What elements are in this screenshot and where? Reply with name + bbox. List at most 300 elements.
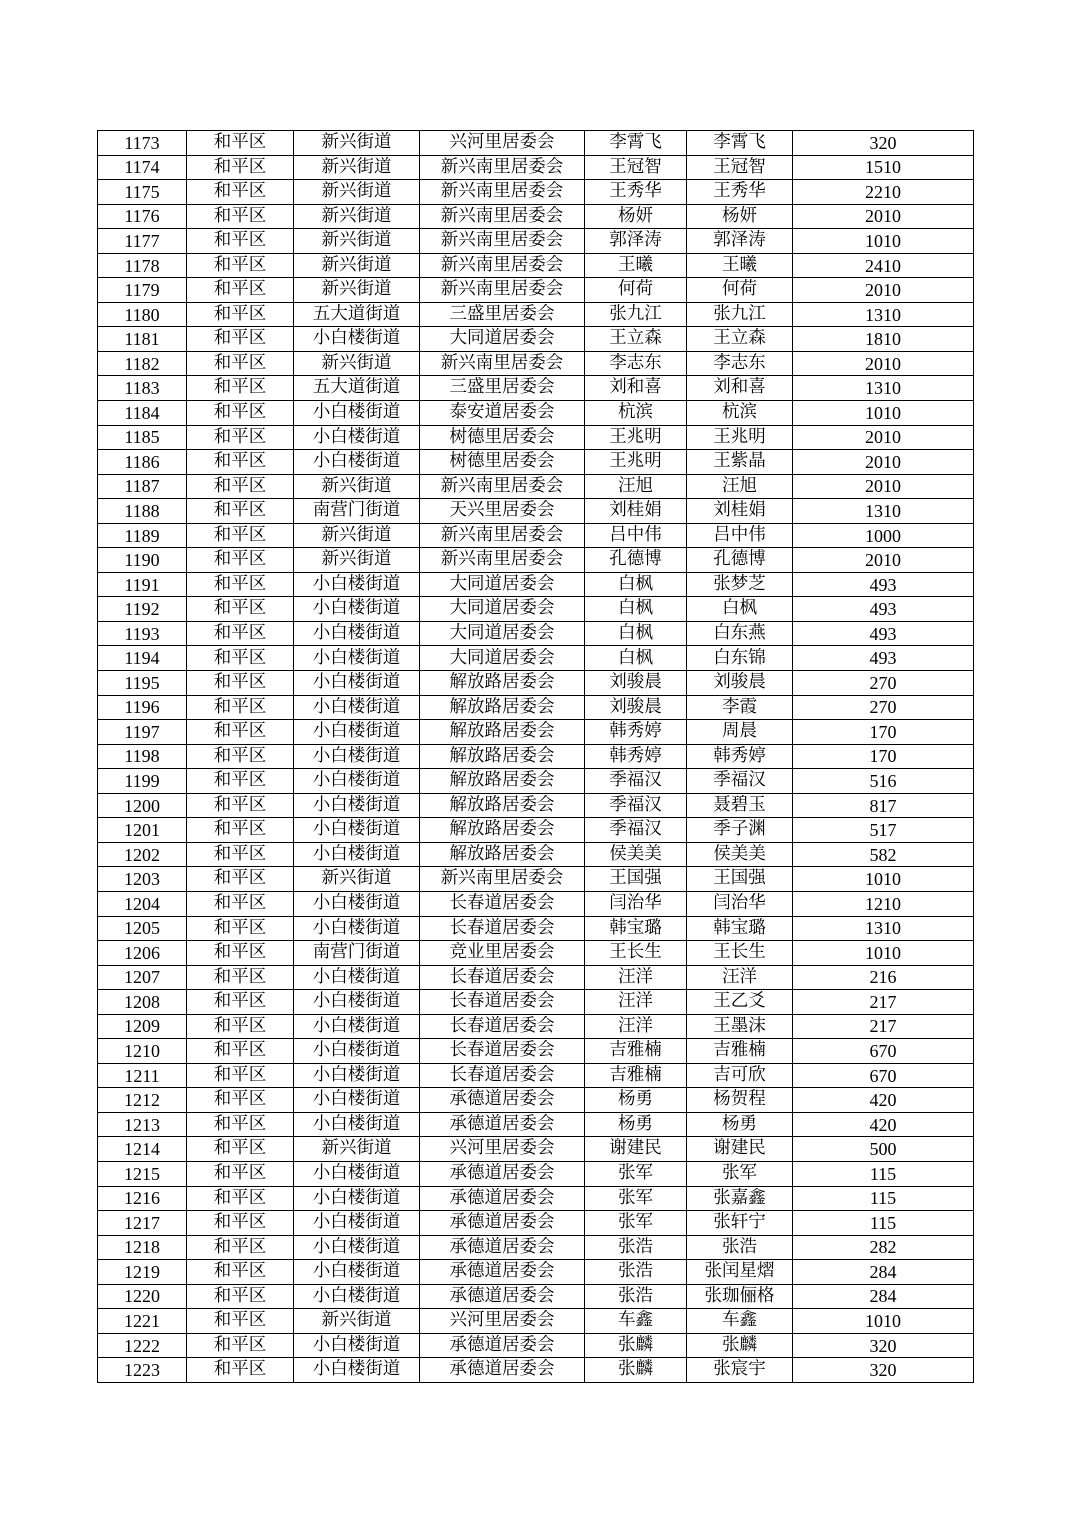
member-cell: 杨妍: [687, 204, 793, 229]
street-cell: 小白楼街道: [294, 818, 420, 843]
row-number-cell: 1176: [98, 204, 187, 229]
row-number-cell: 1222: [98, 1333, 187, 1358]
street-cell: 小白楼街道: [294, 401, 420, 426]
applicant-cell: 白枫: [585, 621, 687, 646]
applicant-cell: 刘和喜: [585, 376, 687, 401]
district-cell: 和平区: [187, 327, 294, 352]
table-row: [98, 695, 974, 720]
row-number-cell: 1216: [98, 1186, 187, 1211]
district-cell: 和平区: [187, 867, 294, 892]
member-cell: 刘桂娟: [687, 499, 793, 524]
committee-cell: 承德道居委会: [420, 1211, 585, 1236]
row-number-cell: 1208: [98, 990, 187, 1015]
committee-cell: 长春道居委会: [420, 891, 585, 916]
applicant-cell: 汪洋: [585, 1014, 687, 1039]
amount-cell: 2010: [793, 278, 974, 303]
committee-cell: 解放路居委会: [420, 720, 585, 745]
street-cell: 小白楼街道: [294, 1014, 420, 1039]
street-cell: 五大道街道: [294, 376, 420, 401]
applicant-cell: 韩秀婷: [585, 744, 687, 769]
table-row: [98, 720, 974, 745]
district-cell: 和平区: [187, 1063, 294, 1088]
street-cell: 小白楼街道: [294, 916, 420, 941]
district-cell: 和平区: [187, 842, 294, 867]
amount-cell: 2010: [793, 474, 974, 499]
street-cell: 新兴街道: [294, 1309, 420, 1334]
applicant-cell: 白枫: [585, 572, 687, 597]
table-row: [98, 891, 974, 916]
committee-cell: 长春道居委会: [420, 916, 585, 941]
amount-cell: 1000: [793, 523, 974, 548]
committee-cell: 长春道居委会: [420, 965, 585, 990]
amount-cell: 493: [793, 621, 974, 646]
member-cell: 张浩: [687, 1235, 793, 1260]
district-cell: 和平区: [187, 376, 294, 401]
committee-cell: 解放路居委会: [420, 842, 585, 867]
row-number-cell: 1184: [98, 401, 187, 426]
committee-cell: 三盛里居委会: [420, 302, 585, 327]
amount-cell: 2210: [793, 180, 974, 205]
amount-cell: 217: [793, 990, 974, 1015]
table-row: [98, 499, 974, 524]
amount-cell: 582: [793, 842, 974, 867]
committee-cell: 新兴南里居委会: [420, 229, 585, 254]
district-cell: 和平区: [187, 180, 294, 205]
street-cell: 小白楼街道: [294, 1358, 420, 1383]
member-cell: 白东燕: [687, 621, 793, 646]
committee-cell: 新兴南里居委会: [420, 548, 585, 573]
applicant-cell: 何荷: [585, 278, 687, 303]
street-cell: 小白楼街道: [294, 621, 420, 646]
member-cell: 王立森: [687, 327, 793, 352]
street-cell: 新兴街道: [294, 474, 420, 499]
street-cell: 小白楼街道: [294, 1333, 420, 1358]
table-row: [98, 302, 974, 327]
amount-cell: 670: [793, 1039, 974, 1064]
row-number-cell: 1191: [98, 572, 187, 597]
row-number-cell: 1214: [98, 1137, 187, 1162]
street-cell: 小白楼街道: [294, 327, 420, 352]
applicant-cell: 白枫: [585, 646, 687, 671]
member-cell: 王兆明: [687, 425, 793, 450]
table-row: [98, 1284, 974, 1309]
table-row: [98, 769, 974, 794]
district-cell: 和平区: [187, 1088, 294, 1113]
amount-cell: 817: [793, 793, 974, 818]
member-cell: 杨勇: [687, 1112, 793, 1137]
district-cell: 和平区: [187, 818, 294, 843]
member-cell: 汪洋: [687, 965, 793, 990]
row-number-cell: 1173: [98, 131, 187, 156]
amount-cell: 1010: [793, 1309, 974, 1334]
district-cell: 和平区: [187, 450, 294, 475]
row-number-cell: 1220: [98, 1284, 187, 1309]
street-cell: 小白楼街道: [294, 1211, 420, 1236]
amount-cell: 1510: [793, 155, 974, 180]
amount-cell: 500: [793, 1137, 974, 1162]
applicant-cell: 张九江: [585, 302, 687, 327]
table-row: [98, 671, 974, 696]
district-cell: 和平区: [187, 1137, 294, 1162]
street-cell: 新兴街道: [294, 253, 420, 278]
street-cell: 小白楼街道: [294, 572, 420, 597]
row-number-cell: 1210: [98, 1039, 187, 1064]
applicant-cell: 汪旭: [585, 474, 687, 499]
amount-cell: 1310: [793, 302, 974, 327]
table-row: [98, 1358, 974, 1383]
table-row: [98, 1161, 974, 1186]
committee-cell: 三盛里居委会: [420, 376, 585, 401]
applicant-cell: 白枫: [585, 597, 687, 622]
applicant-cell: 张军: [585, 1211, 687, 1236]
member-cell: 季福汉: [687, 769, 793, 794]
applicant-cell: 李志东: [585, 351, 687, 376]
committee-cell: 大同道居委会: [420, 572, 585, 597]
committee-cell: 新兴南里居委会: [420, 155, 585, 180]
table-row: [98, 548, 974, 573]
row-number-cell: 1201: [98, 818, 187, 843]
amount-cell: 115: [793, 1211, 974, 1236]
district-cell: 和平区: [187, 351, 294, 376]
applicant-cell: 王冠智: [585, 155, 687, 180]
row-number-cell: 1194: [98, 646, 187, 671]
applicant-cell: 季福汉: [585, 818, 687, 843]
district-cell: 和平区: [187, 548, 294, 573]
applicant-cell: 王曦: [585, 253, 687, 278]
row-number-cell: 1182: [98, 351, 187, 376]
amount-cell: 517: [793, 818, 974, 843]
table-row: [98, 474, 974, 499]
street-cell: 新兴街道: [294, 278, 420, 303]
committee-cell: 大同道居委会: [420, 597, 585, 622]
applicant-cell: 韩秀婷: [585, 720, 687, 745]
applicant-cell: 刘骏晨: [585, 671, 687, 696]
member-cell: 闫治华: [687, 891, 793, 916]
committee-cell: 新兴南里居委会: [420, 867, 585, 892]
committee-cell: 新兴南里居委会: [420, 204, 585, 229]
district-cell: 和平区: [187, 891, 294, 916]
street-cell: 小白楼街道: [294, 1186, 420, 1211]
member-cell: 王曦: [687, 253, 793, 278]
row-number-cell: 1218: [98, 1235, 187, 1260]
street-cell: 新兴街道: [294, 548, 420, 573]
district-cell: 和平区: [187, 965, 294, 990]
committee-cell: 树德里居委会: [420, 425, 585, 450]
table-row: [98, 1063, 974, 1088]
member-cell: 王乙爻: [687, 990, 793, 1015]
district-cell: 和平区: [187, 1309, 294, 1334]
committee-cell: 解放路居委会: [420, 793, 585, 818]
amount-cell: 493: [793, 572, 974, 597]
committee-cell: 兴河里居委会: [420, 131, 585, 156]
street-cell: 新兴街道: [294, 351, 420, 376]
committee-cell: 承德道居委会: [420, 1358, 585, 1383]
member-cell: 王长生: [687, 941, 793, 966]
amount-cell: 320: [793, 1358, 974, 1383]
row-number-cell: 1193: [98, 621, 187, 646]
district-cell: 和平区: [187, 621, 294, 646]
row-number-cell: 1179: [98, 278, 187, 303]
district-cell: 和平区: [187, 1112, 294, 1137]
amount-cell: 320: [793, 1333, 974, 1358]
applicant-cell: 季福汉: [585, 793, 687, 818]
applicant-cell: 刘骏晨: [585, 695, 687, 720]
row-number-cell: 1180: [98, 302, 187, 327]
row-number-cell: 1197: [98, 720, 187, 745]
row-number-cell: 1212: [98, 1088, 187, 1113]
amount-cell: 1310: [793, 499, 974, 524]
district-cell: 和平区: [187, 990, 294, 1015]
table-row: [98, 1260, 974, 1285]
district-cell: 和平区: [187, 1039, 294, 1064]
amount-cell: 282: [793, 1235, 974, 1260]
district-cell: 和平区: [187, 1284, 294, 1309]
committee-cell: 新兴南里居委会: [420, 523, 585, 548]
row-number-cell: 1187: [98, 474, 187, 499]
district-cell: 和平区: [187, 1014, 294, 1039]
row-number-cell: 1185: [98, 425, 187, 450]
member-cell: 季子渊: [687, 818, 793, 843]
data-table: [97, 130, 974, 1383]
table-row: [98, 1039, 974, 1064]
applicant-cell: 张麟: [585, 1333, 687, 1358]
table-row: [98, 229, 974, 254]
row-number-cell: 1188: [98, 499, 187, 524]
member-cell: 李志东: [687, 351, 793, 376]
row-number-cell: 1209: [98, 1014, 187, 1039]
table-row: [98, 327, 974, 352]
committee-cell: 长春道居委会: [420, 1039, 585, 1064]
district-cell: 和平区: [187, 597, 294, 622]
amount-cell: 217: [793, 1014, 974, 1039]
amount-cell: 115: [793, 1186, 974, 1211]
member-cell: 何荷: [687, 278, 793, 303]
applicant-cell: 汪洋: [585, 990, 687, 1015]
committee-cell: 大同道居委会: [420, 621, 585, 646]
street-cell: 小白楼街道: [294, 1039, 420, 1064]
row-number-cell: 1211: [98, 1063, 187, 1088]
member-cell: 郭泽涛: [687, 229, 793, 254]
table-row: [98, 131, 974, 156]
table-row: [98, 572, 974, 597]
row-number-cell: 1175: [98, 180, 187, 205]
district-cell: 和平区: [187, 131, 294, 156]
district-cell: 和平区: [187, 1333, 294, 1358]
district-cell: 和平区: [187, 916, 294, 941]
member-cell: 王秀华: [687, 180, 793, 205]
member-cell: 李霄飞: [687, 131, 793, 156]
table-row: [98, 376, 974, 401]
row-number-cell: 1189: [98, 523, 187, 548]
district-cell: 和平区: [187, 1358, 294, 1383]
committee-cell: 解放路居委会: [420, 818, 585, 843]
member-cell: 刘骏晨: [687, 671, 793, 696]
district-cell: 和平区: [187, 253, 294, 278]
row-number-cell: 1198: [98, 744, 187, 769]
table-row: [98, 1211, 974, 1236]
member-cell: 吉可欣: [687, 1063, 793, 1088]
table-body: [98, 131, 974, 1383]
table-row: [98, 1137, 974, 1162]
member-cell: 周晨: [687, 720, 793, 745]
member-cell: 聂碧玉: [687, 793, 793, 818]
amount-cell: 493: [793, 646, 974, 671]
member-cell: 车鑫: [687, 1309, 793, 1334]
applicant-cell: 王立森: [585, 327, 687, 352]
district-cell: 和平区: [187, 425, 294, 450]
table-row: [98, 941, 974, 966]
applicant-cell: 郭泽涛: [585, 229, 687, 254]
amount-cell: 170: [793, 744, 974, 769]
applicant-cell: 孔德博: [585, 548, 687, 573]
street-cell: 小白楼街道: [294, 1260, 420, 1285]
amount-cell: 1210: [793, 891, 974, 916]
amount-cell: 420: [793, 1088, 974, 1113]
member-cell: 谢建民: [687, 1137, 793, 1162]
table-row: [98, 204, 974, 229]
committee-cell: 承德道居委会: [420, 1112, 585, 1137]
committee-cell: 泰安道居委会: [420, 401, 585, 426]
street-cell: 小白楼街道: [294, 990, 420, 1015]
street-cell: 小白楼街道: [294, 793, 420, 818]
amount-cell: 320: [793, 131, 974, 156]
committee-cell: 兴河里居委会: [420, 1309, 585, 1334]
committee-cell: 解放路居委会: [420, 695, 585, 720]
committee-cell: 承德道居委会: [420, 1333, 585, 1358]
street-cell: 小白楼街道: [294, 744, 420, 769]
row-number-cell: 1190: [98, 548, 187, 573]
amount-cell: 216: [793, 965, 974, 990]
applicant-cell: 王兆明: [585, 425, 687, 450]
table-row: [98, 1186, 974, 1211]
committee-cell: 承德道居委会: [420, 1284, 585, 1309]
district-cell: 和平区: [187, 523, 294, 548]
committee-cell: 新兴南里居委会: [420, 474, 585, 499]
committee-cell: 长春道居委会: [420, 990, 585, 1015]
street-cell: 小白楼街道: [294, 842, 420, 867]
district-cell: 和平区: [187, 204, 294, 229]
committee-cell: 新兴南里居委会: [420, 253, 585, 278]
district-cell: 和平区: [187, 401, 294, 426]
street-cell: 小白楼街道: [294, 671, 420, 696]
street-cell: 新兴街道: [294, 1137, 420, 1162]
row-number-cell: 1199: [98, 769, 187, 794]
table-row: [98, 646, 974, 671]
street-cell: 小白楼街道: [294, 1063, 420, 1088]
applicant-cell: 闫治华: [585, 891, 687, 916]
street-cell: 新兴街道: [294, 155, 420, 180]
street-cell: 小白楼街道: [294, 1235, 420, 1260]
district-cell: 和平区: [187, 695, 294, 720]
district-cell: 和平区: [187, 769, 294, 794]
district-cell: 和平区: [187, 793, 294, 818]
street-cell: 小白楼街道: [294, 646, 420, 671]
member-cell: 刘和喜: [687, 376, 793, 401]
table-row: [98, 867, 974, 892]
row-number-cell: 1196: [98, 695, 187, 720]
street-cell: 小白楼街道: [294, 891, 420, 916]
district-cell: 和平区: [187, 1161, 294, 1186]
applicant-cell: 季福汉: [585, 769, 687, 794]
applicant-cell: 吉雅楠: [585, 1039, 687, 1064]
street-cell: 新兴街道: [294, 204, 420, 229]
applicant-cell: 杨勇: [585, 1112, 687, 1137]
applicant-cell: 张军: [585, 1186, 687, 1211]
amount-cell: 284: [793, 1284, 974, 1309]
street-cell: 南营门街道: [294, 941, 420, 966]
committee-cell: 解放路居委会: [420, 744, 585, 769]
table-row: [98, 621, 974, 646]
applicant-cell: 王长生: [585, 941, 687, 966]
applicant-cell: 侯美美: [585, 842, 687, 867]
member-cell: 王冠智: [687, 155, 793, 180]
amount-cell: 1010: [793, 229, 974, 254]
street-cell: 新兴街道: [294, 523, 420, 548]
amount-cell: 170: [793, 720, 974, 745]
amount-cell: 1310: [793, 376, 974, 401]
district-cell: 和平区: [187, 155, 294, 180]
street-cell: 小白楼街道: [294, 1112, 420, 1137]
committee-cell: 承德道居委会: [420, 1235, 585, 1260]
applicant-cell: 韩宝璐: [585, 916, 687, 941]
table-row: [98, 523, 974, 548]
district-cell: 和平区: [187, 1186, 294, 1211]
amount-cell: 270: [793, 671, 974, 696]
row-number-cell: 1213: [98, 1112, 187, 1137]
amount-cell: 284: [793, 1260, 974, 1285]
row-number-cell: 1215: [98, 1161, 187, 1186]
applicant-cell: 吕中伟: [585, 523, 687, 548]
amount-cell: 1810: [793, 327, 974, 352]
row-number-cell: 1205: [98, 916, 187, 941]
member-cell: 韩秀婷: [687, 744, 793, 769]
table-row: [98, 425, 974, 450]
row-number-cell: 1186: [98, 450, 187, 475]
member-cell: 张梦芝: [687, 572, 793, 597]
row-number-cell: 1204: [98, 891, 187, 916]
member-cell: 张闰星熠: [687, 1260, 793, 1285]
district-cell: 和平区: [187, 941, 294, 966]
applicant-cell: 张浩: [585, 1284, 687, 1309]
member-cell: 吕中伟: [687, 523, 793, 548]
district-cell: 和平区: [187, 1235, 294, 1260]
table-row: [98, 1235, 974, 1260]
district-cell: 和平区: [187, 671, 294, 696]
table-row: [98, 351, 974, 376]
amount-cell: 2010: [793, 351, 974, 376]
committee-cell: 天兴里居委会: [420, 499, 585, 524]
row-number-cell: 1183: [98, 376, 187, 401]
table-row: [98, 1333, 974, 1358]
applicant-cell: 汪洋: [585, 965, 687, 990]
table-row: [98, 278, 974, 303]
amount-cell: 1010: [793, 401, 974, 426]
applicant-cell: 吉雅楠: [585, 1063, 687, 1088]
amount-cell: 1310: [793, 916, 974, 941]
committee-cell: 新兴南里居委会: [420, 278, 585, 303]
district-cell: 和平区: [187, 744, 294, 769]
table-row: [98, 793, 974, 818]
street-cell: 小白楼街道: [294, 597, 420, 622]
committee-cell: 承德道居委会: [420, 1161, 585, 1186]
row-number-cell: 1207: [98, 965, 187, 990]
applicant-cell: 车鑫: [585, 1309, 687, 1334]
amount-cell: 516: [793, 769, 974, 794]
row-number-cell: 1219: [98, 1260, 187, 1285]
street-cell: 小白楼街道: [294, 1161, 420, 1186]
amount-cell: 2010: [793, 450, 974, 475]
row-number-cell: 1221: [98, 1309, 187, 1334]
